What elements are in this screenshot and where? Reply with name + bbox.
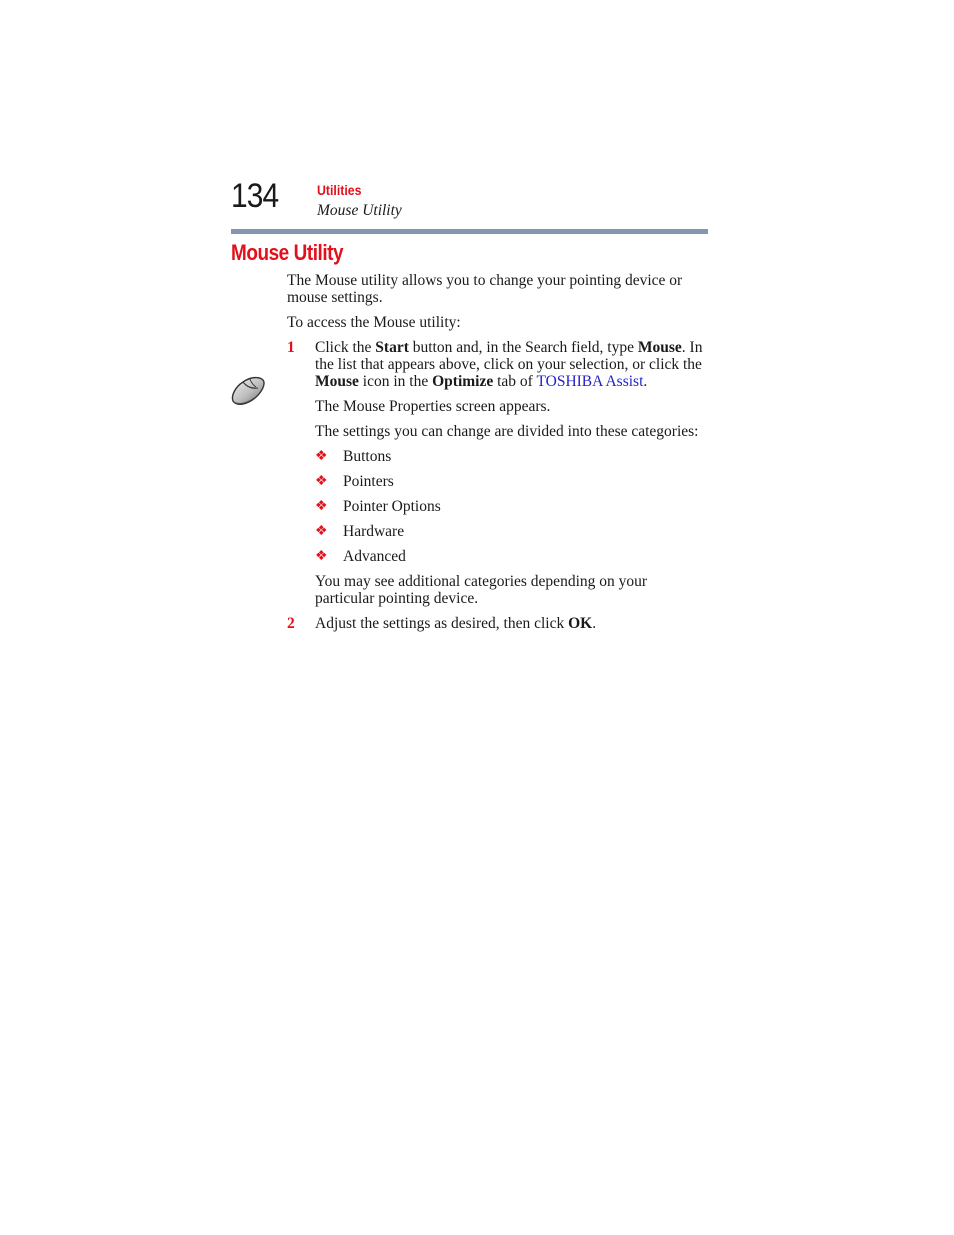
bullet-icon: ❖ [315,499,328,514]
category-item: Advanced [343,548,406,565]
toshiba-assist-link[interactable]: TOSHIBA Assist [536,373,644,390]
step-1-text: Click the Start button and, in the Search field, type Mouse. In the list that appears above, click on your selection, or click the Mouse icon in the Optimize tab of TOSHIBA Assist. [315,339,703,390]
access-label: To access the Mouse utility: [287,314,461,331]
optimize-label: Optimize [432,373,494,390]
category-item: Pointer Options [343,498,441,515]
category-item: Pointers [343,473,394,490]
step-number-1: 1 [287,339,295,356]
additional-note: You may see additional categories depending on your particular pointing device. [315,573,648,607]
start-label: Start [375,339,409,356]
header-rule [231,229,708,234]
running-subsection: Mouse Utility [317,202,402,219]
category-item: Buttons [343,448,392,465]
properties-note: The Mouse Properties screen appears. [315,398,551,415]
bullet-icon: ❖ [315,524,328,539]
mouse-icon-label: Mouse [315,373,359,390]
running-section: Utilities [317,182,362,198]
bullet-icon: ❖ [315,549,328,564]
categories-intro: The settings you can change are divided into these categories: [315,423,699,440]
section-title: Mouse Utility [231,240,344,265]
ok-label: OK [568,615,593,632]
step-2-text: Adjust the settings as desired, then click OK. [315,615,597,632]
bullet-icon: ❖ [315,474,328,489]
intro-paragraph: The Mouse utility allows you to change your pointing device or mouse settings. [287,272,683,306]
page-number: 134 [231,177,279,215]
step-number-2: 2 [287,615,295,632]
mouse-label: Mouse [637,339,682,356]
category-item: Hardware [343,523,405,540]
bullet-icon: ❖ [315,449,328,464]
mouse-icon [229,374,267,408]
